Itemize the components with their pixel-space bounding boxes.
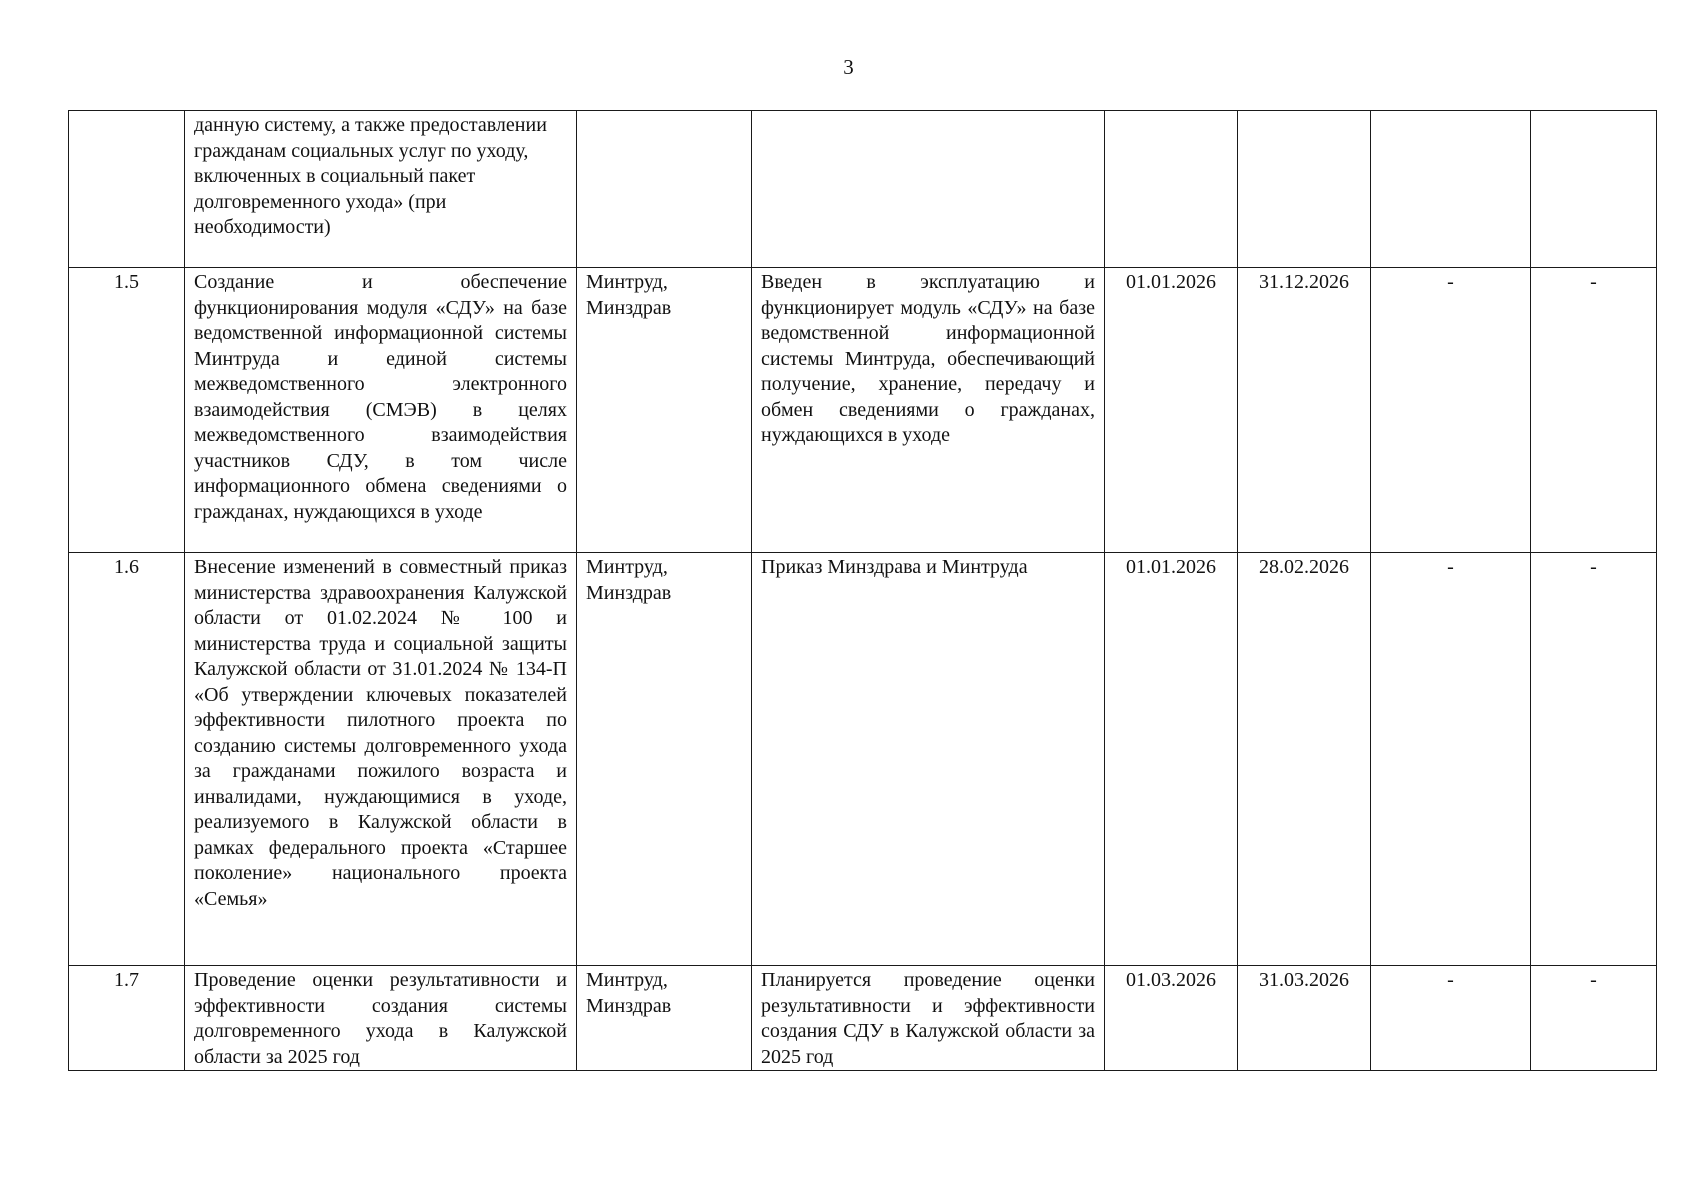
column-8-cell: -	[1531, 268, 1657, 553]
end-date-cell: 31.12.2026	[1238, 268, 1371, 553]
activity-name-cell: Внесение изменений в совместный приказ министерства здравоохранения Калужской области от 01.02.2024 № 100 и министерства труда и социальной защиты Калужской области от 31.01.2024 № 134-П «Об утверждении ключевых показателей эффективности пилотного проекта по созданию системы долговременного ухода за гражданами пожилого возраста и инвалидами, нуждающимися в уходе, реализуемого в Калужской области в рамках федерального проекта «Старшее поколение» национального проекта «Семья»	[185, 553, 577, 966]
column-7-cell: -	[1371, 553, 1531, 966]
row-number-cell: 1.5	[69, 268, 185, 553]
executors-cell: Минтруд, Минздрав	[577, 966, 752, 1071]
executors-cell: Минтруд, Минздрав	[577, 553, 752, 966]
activity-name-cell: Проведение оценки результативности и эффективности создания системы долговременного ухода в Калужской области за 2025 год	[185, 966, 577, 1071]
executors-cell: Минтруд, Минздрав	[577, 268, 752, 553]
table-row	[69, 111, 1657, 268]
end-date-cell	[1238, 111, 1371, 268]
page-number: 3	[843, 55, 854, 79]
start-date-cell: 01.01.2026	[1105, 268, 1238, 553]
column-8-cell: -	[1531, 553, 1657, 966]
end-date-cell: 31.03.2026	[1238, 966, 1371, 1071]
result-cell: Введен в эксплуатацию и функционирует модуль «СДУ» на базе ведомственной информационной системы Минтруда, обеспечивающий получение, хранение, передачу и обмен сведениями о гражданах, нуждающихся в уходе	[752, 268, 1105, 553]
result-cell	[752, 111, 1105, 268]
start-date-cell: 01.01.2026	[1105, 553, 1238, 966]
plan-table	[68, 110, 1657, 1071]
row-number-cell	[69, 111, 185, 268]
column-8-cell	[1531, 111, 1657, 268]
table-row	[69, 268, 1657, 553]
start-date-cell	[1105, 111, 1238, 268]
result-cell: Планируется проведение оценки результативности и эффективности создания СДУ в Калужской области за 2025 год	[752, 966, 1105, 1071]
row-number-cell: 1.7	[69, 966, 185, 1071]
executors-cell	[577, 111, 752, 268]
result-cell: Приказ Минздрава и Минтруда	[752, 553, 1105, 966]
end-date-cell: 28.02.2026	[1238, 553, 1371, 966]
column-8-cell: -	[1531, 966, 1657, 1071]
column-7-cell	[1371, 111, 1531, 268]
table-row	[69, 966, 1657, 1071]
activity-name-cell: Создание и обеспечение функционирования модуля «СДУ» на базе ведомственной информационной системы Минтруда и единой системы межведомственного электронного взаимодействия (СМЭВ) в целях межведомственного взаимодействия участников СДУ, в том числе информационного обмена сведениями о гражданах, нуждающихся в уходе	[185, 268, 577, 553]
start-date-cell: 01.03.2026	[1105, 966, 1238, 1071]
table-row	[69, 553, 1657, 966]
column-7-cell: -	[1371, 966, 1531, 1071]
activity-name-cell: данную систему, а также предоставлении гражданам социальных услуг по уходу, включенных в социальный пакет долговременного ухода» (при необходимости)	[185, 111, 577, 268]
row-number-cell: 1.6	[69, 553, 185, 966]
column-7-cell: -	[1371, 268, 1531, 553]
